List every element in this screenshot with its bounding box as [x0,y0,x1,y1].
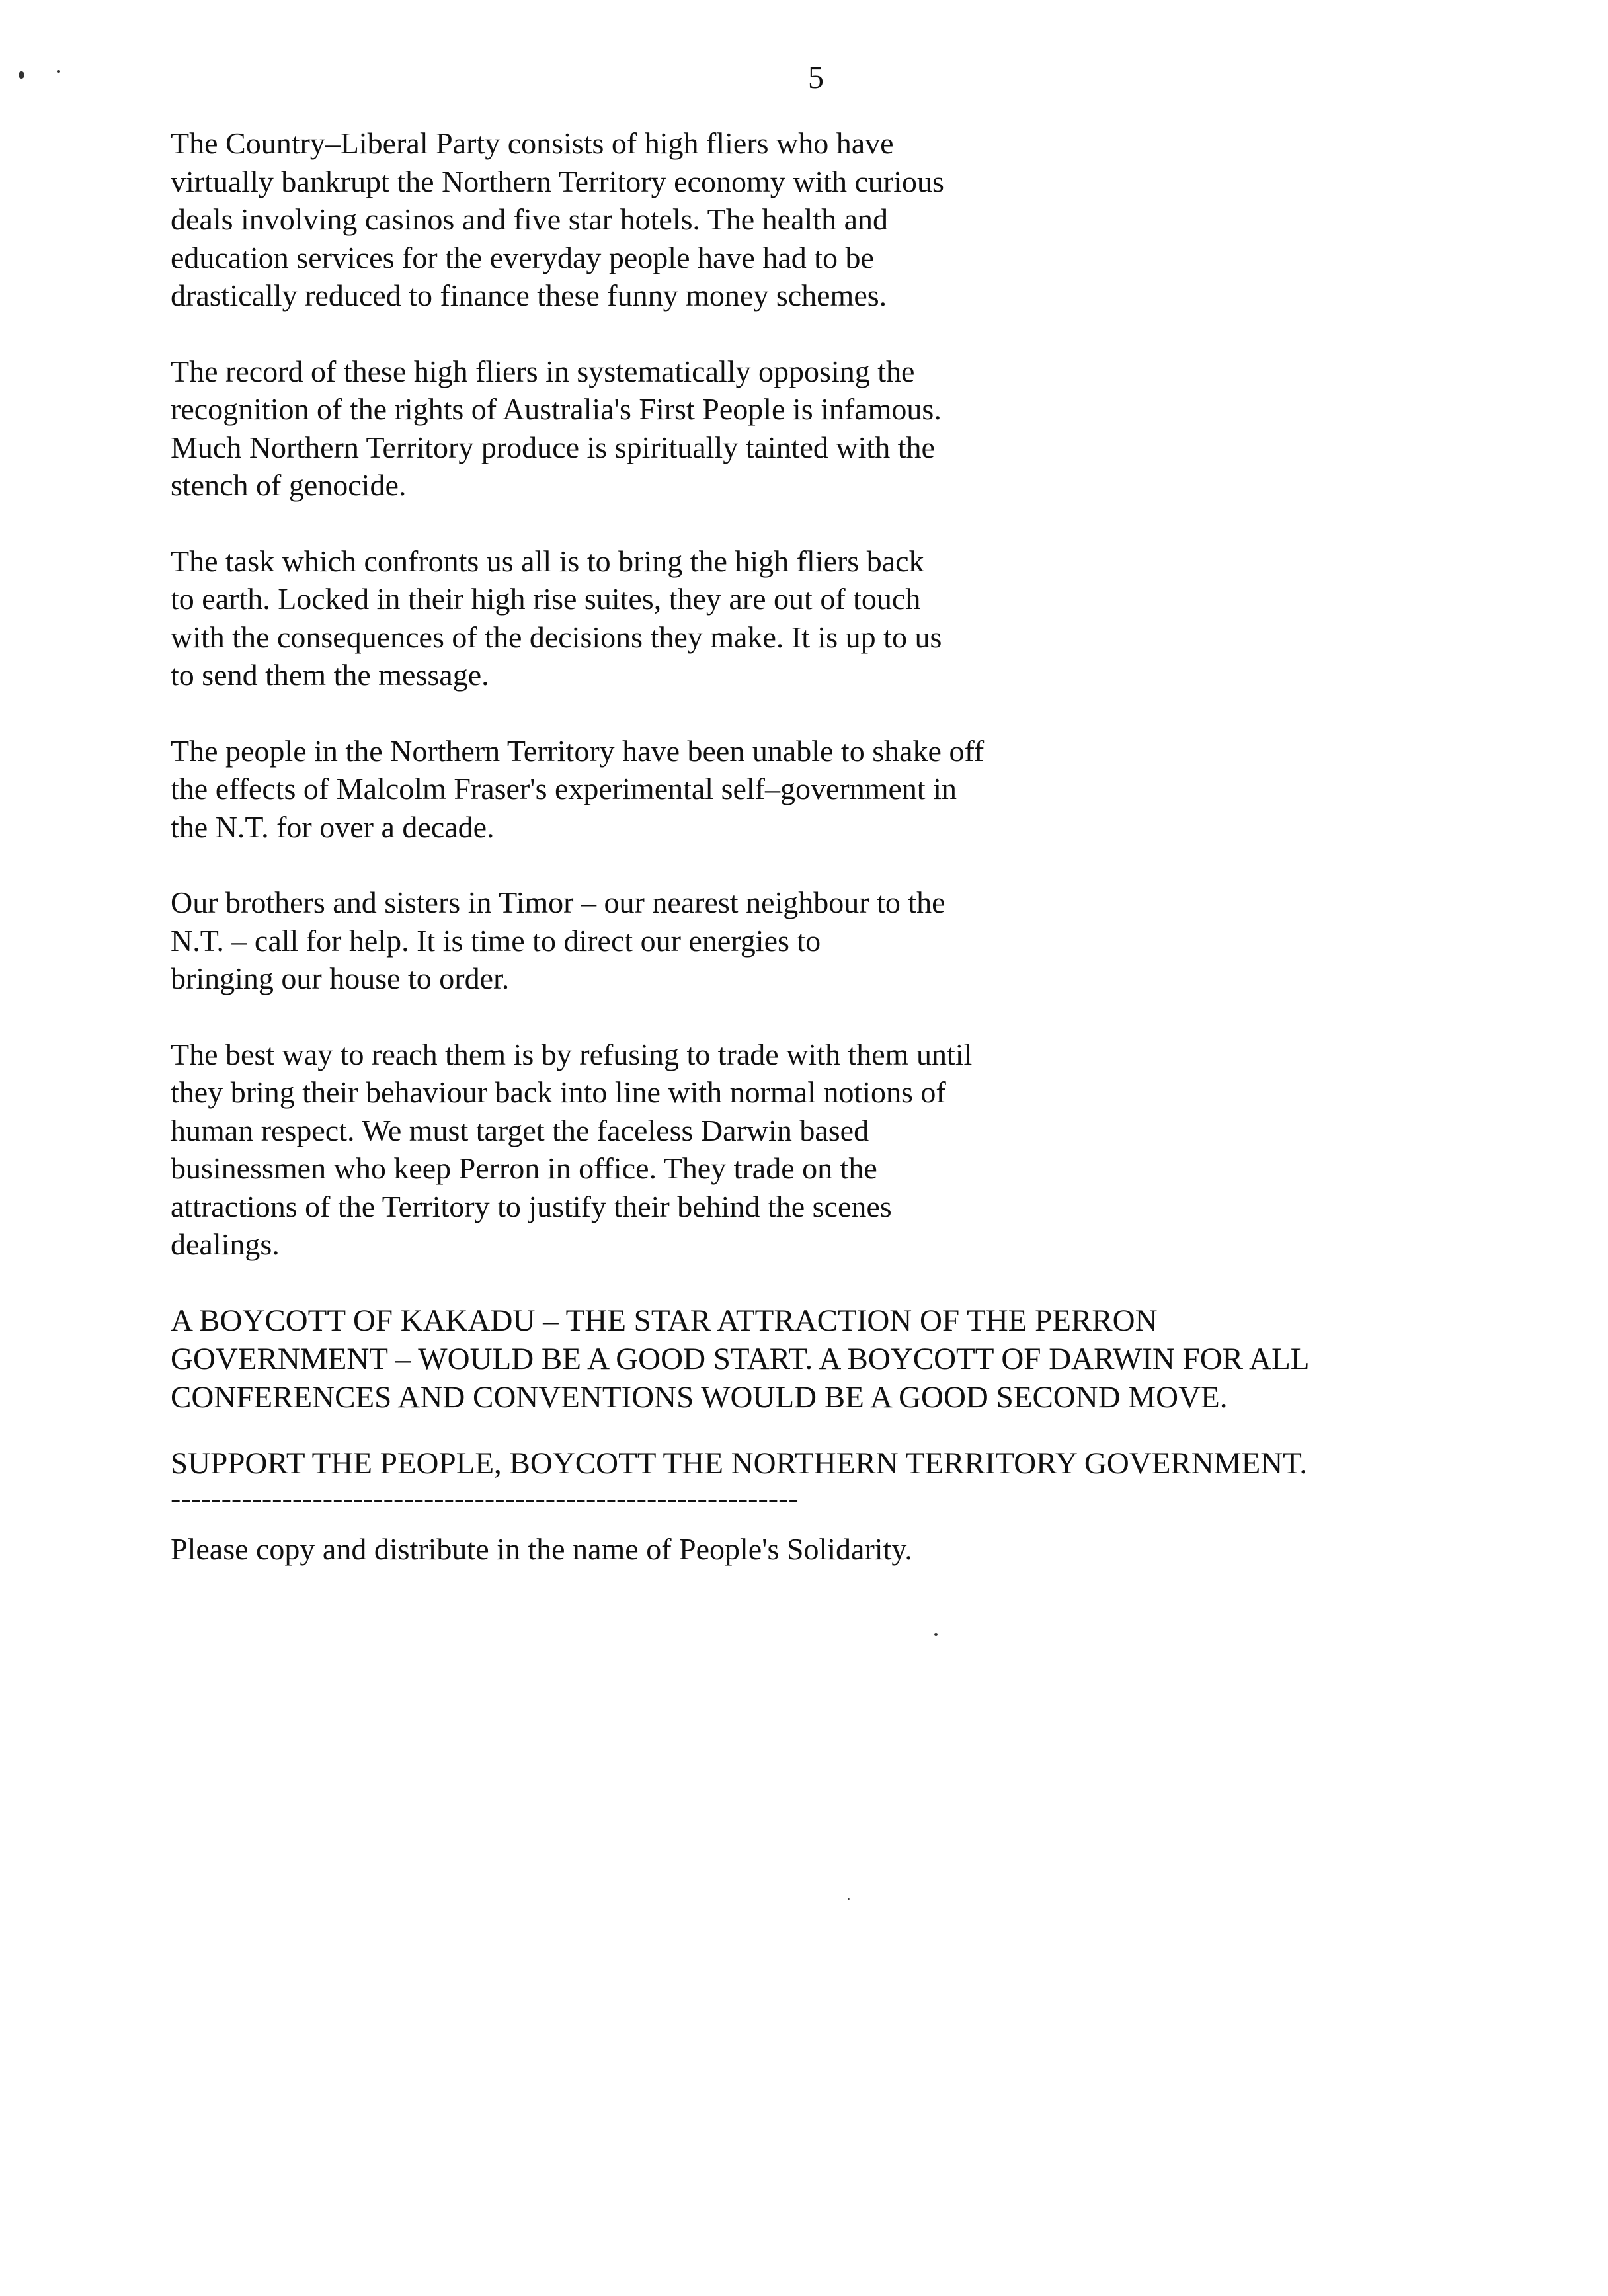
scan-speck [934,1633,938,1636]
paragraph-task-confronts-us: The task which confronts us all is to bring the high fliers back to earth. Locked in their high rise suites, they are out of touch with the consequences of the decisions they make. It is up to us to send them the message. [171,544,942,692]
slogan: SUPPORT THE PEOPLE, BOYCOTT THE NORTHERN TERRITORY GOVERNMENT. [171,1446,1308,1481]
document-body [171,124,1559,1568]
paragraph-refuse-trade: The best way to reach them is by refusing to trade with them until they bring their behaviour back into line with normal notions of human respect. We must target the faceless Darwin based businessmen who keep Perron in office. They trade on the attractions of the Territory to justify their behind the scenes dealings. [171,1037,973,1261]
paragraph-self-government: The people in the Northern Territory have been unable to shake off the effects of Malcolm Fraser's experimental self–government in the N.T. for over a decade. [171,733,985,844]
scan-speck [19,71,24,79]
scan-speck [57,70,60,73]
boycott-call: A BOYCOTT OF KAKADU – THE STAR ATTRACTION OF THE PERRON GOVERNMENT – WOULD BE A GOOD START. A BOYCOTT OF DARWIN FOR ALL CONFERENCES AND CONVENTIONS WOULD BE A GOOD SECOND MOVE. [171,1303,1310,1414]
dashed-divider: -------------------------------------------------------------- [171,1485,799,1512]
footer-distribution-note: Please copy and distribute in the name of People's Solidarity. [171,1532,912,1566]
paragraph-country-liberal-party: The Country–Liberal Party consists of high fliers who have virtually bankrupt the Northern Territory economy with curious deals involving casinos and five star hotels. The health and education services for the everyday people have had to be drastically reduced to finance these funny money schemes. [171,126,944,312]
paragraph-timor: Our brothers and sisters in Timor – our nearest neighbour to the N.T. – call for help. It is time to direct our energies to bringing our house to order. [171,885,945,995]
scan-speck [848,1898,850,1900]
page-number: 5 [808,60,824,95]
paragraph-record-of-high-fliers: The record of these high fliers in systematically opposing the recognition of the rights of Australia's First People is infamous. Much Northern Territory produce is spiritually tainted with the stench of genocide. [171,354,942,502]
